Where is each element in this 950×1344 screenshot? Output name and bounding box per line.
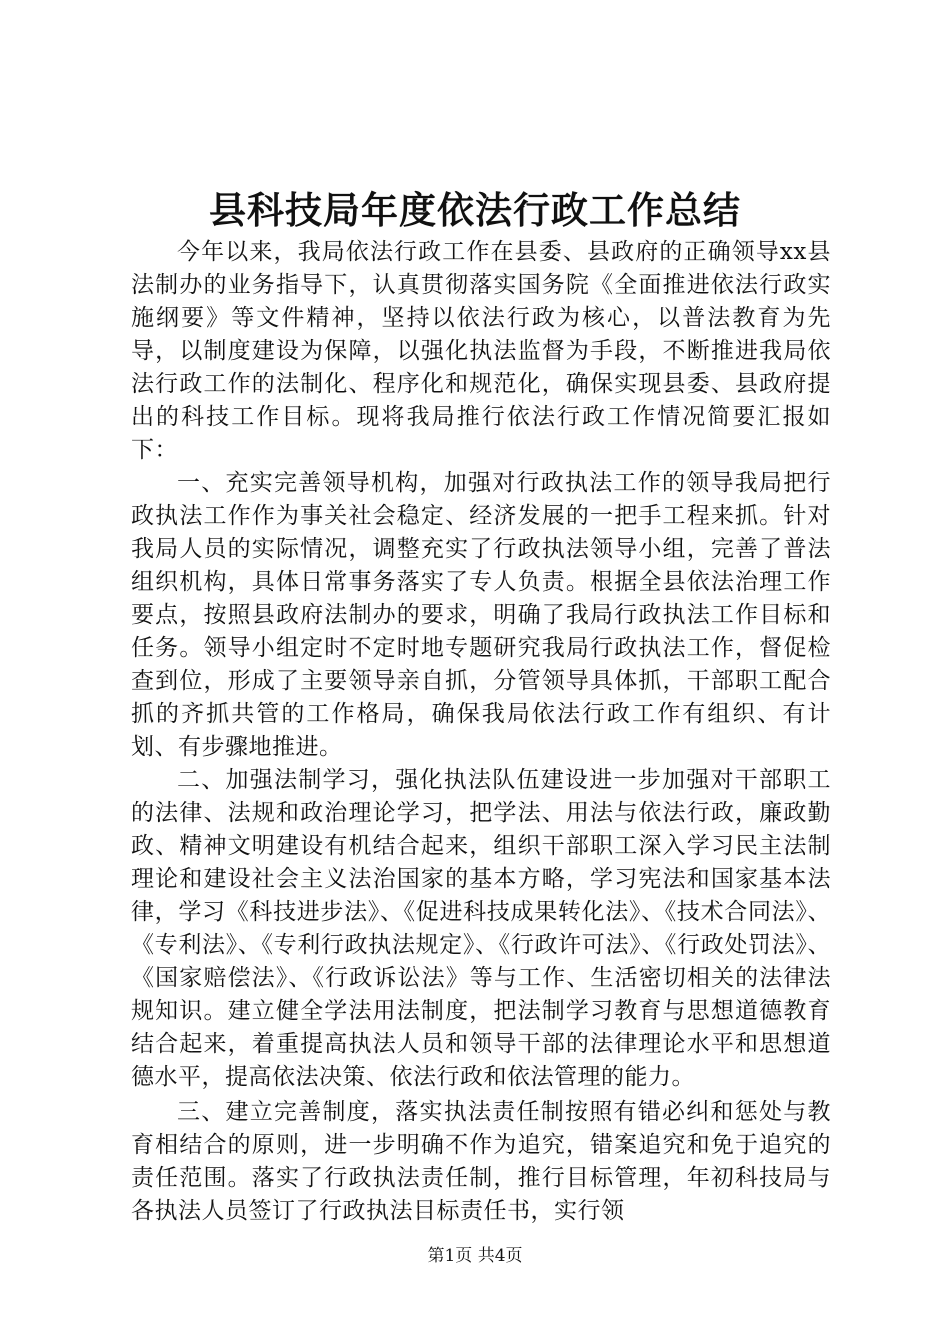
- paragraph-section-3: 三、建立完善制度，落实执法责任制按照有错必纠和惩处与教育相结合的原则，进一步明确不作为追究，错案追究和免于追究的责任范围。落实了行政执法责任制，推行目标管理，年初科技局与各执法人员签订了行政执法目标责任书，实行领: [131, 1099, 831, 1224]
- paragraph-section-1: 一、充实完善领导机构，加强对行政执法工作的领导我局把行政执法工作作为事关社会稳定、经济发展的一把手工程来抓。针对我局人员的实际情况，调整充实了行政执法领导小组，完善了普法组织机构，具体日常事务落实了专人负责。根据全县依法治理工作要点，按照县政府法制办的要求，明确了我局行政执法工作目标和任务。领导小组定时不定时地专题研究我局行政执法工作，督促检查到位，形成了主要领导亲自抓，分管领导具体抓，干部职工配合抓的齐抓共管的工作格局，确保我局依法行政工作有组织、有计划、有步骤地推进。: [131, 470, 831, 760]
- paragraph-section-2: 二、加强法制学习，强化执法队伍建设进一步加强对干部职工的法律、法规和政治理论学习，把学法、用法与依法行政，廉政勤政、精神文明建设有机结合起来，组织干部职工深入学习民主法制理论和建设社会主义法治国家的基本方略，学习宪法和国家基本法律，学习《科技进步法》、《促进科技成果转化法》、《技术合同法》、《专利法》、《专利行政执法规定》、《行政许可法》、《行政处罚法》、《国家赔偿法》、《行政诉讼法》等与工作、生活密切相关的法律法规知识。建立健全学法用法制度，把法制学习教育与思想道德教育结合起来，着重提高执法人员和领导干部的法律理论水平和思想道德水平，提高依法决策、依法行政和依法管理的能力。: [131, 767, 831, 1090]
- document-body: [131, 236, 831, 1228]
- page-number-footer: 第1页 共4页: [427, 1246, 523, 1266]
- document-title: 县科技局年度依法行政工作总结: [209, 188, 741, 232]
- paragraph-intro: 今年以来，我局依法行政工作在县委、县政府的正确领导xx县法制办的业务指导下，认真贯彻落实国务院《全面推进依法行政实施纲要》等文件精神，坚持以依法行政为核心，以普法教育为先导，以制度建设为保障，以强化执法监督为手段，不断推进我局依法行政工作的法制化、程序化和规范化，确保实现县委、县政府提出的科技工作目标。现将我局推行依法行政工作情况简要汇报如下：: [131, 239, 831, 463]
